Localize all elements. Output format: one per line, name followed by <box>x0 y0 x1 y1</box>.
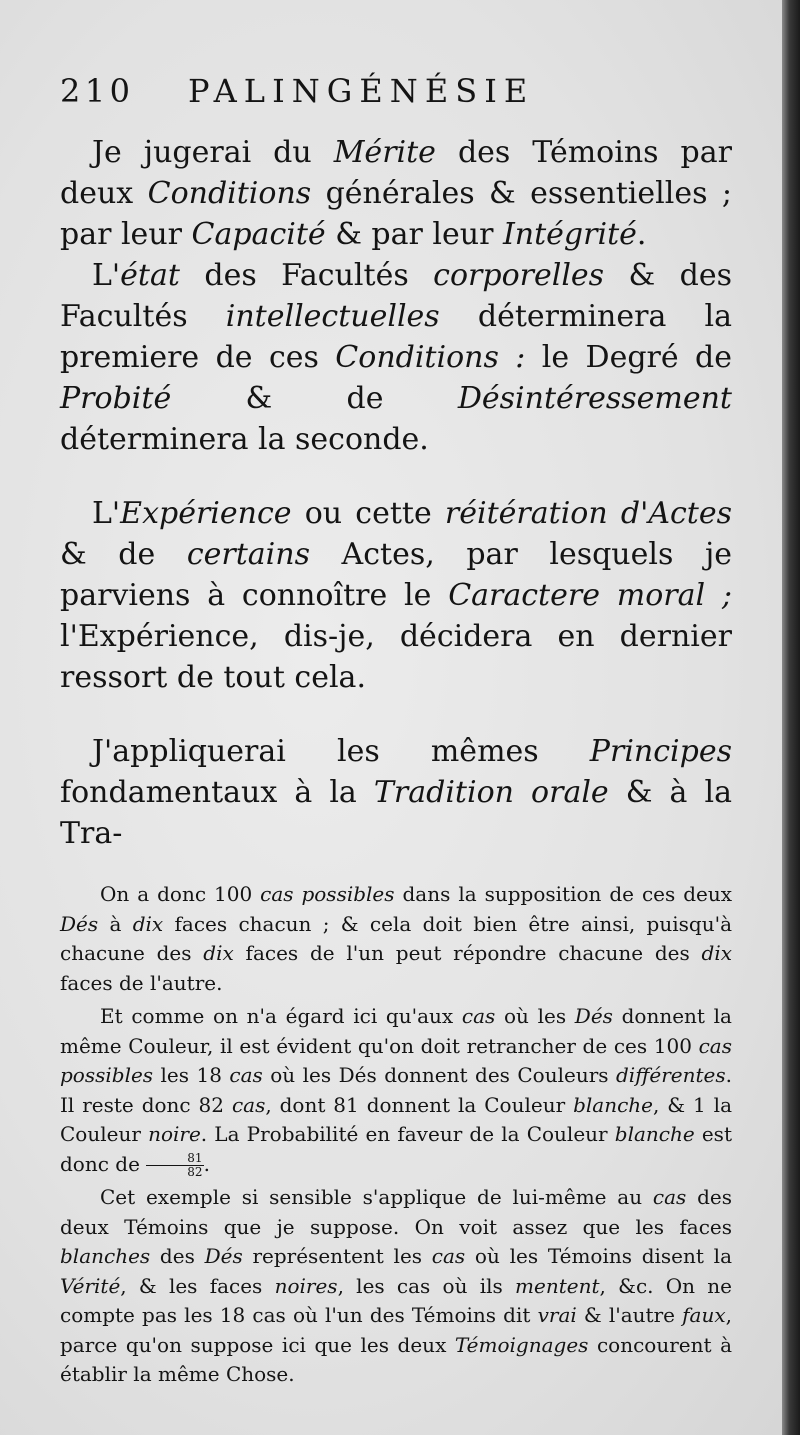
footnote-paragraph-3: Cet exemple si sensible s'applique de lui-même au cas des deux Témoins que je suppose. On voit assez que les faces blanches des Dés représentent les cas où les Témoins disent la Vérité, & les faces noires, les cas où ils mentent, &c. On ne compte pas les 18 cas où l'un des Témoins dit vrai & l'autre faux, parce qu'on suppose ici que les deux Témoignages concourent à établir la même Chose. <box>60 1185 733 1386</box>
main-text <box>60 132 732 854</box>
footnote-paragraph-1: On a donc 100 cas possibles dans la supposition de ces deux Dés à dix faces chacun ; & cela doit bien être ainsi, puisqu'à chacune des dix faces de l'un peut répondre chacune des dix faces de l'autre. <box>60 882 733 995</box>
paragraph-2: L'état des Facultés corporelles & des Facultés intellectuelles déterminera la premiere de ces Conditions : le Degré de Probité & de Désintéressement déterminera la seconde. <box>60 258 732 457</box>
fraction-denominator: 82 <box>187 1164 203 1179</box>
page-number: 210 <box>60 72 135 110</box>
paragraph-1: Je jugerai du Mérite des Témoins par deux Conditions générales & essentielles ; par leur Capacité & par leur Intégrité. <box>60 135 732 252</box>
footnote-paragraph-2: Et comme on n'a égard ici qu'aux cas où les Dés donnent la même Couleur, il est évident qu'on doit retrancher de ces 100 cas possibles les 18 cas où les Dés donnent des Couleurs différentes. Il reste donc 82 cas, dont 81 donnent la Couleur blanche, & 1 la Couleur noire. La Probabilité en faveur de la Couleur blanche est donc de $\frac{81}{82}$ . <box>60 1004 733 1179</box>
paragraph-4: J'appliquerai les mêmes Principes fondamentaux à la Tradition orale & à la Tra- <box>60 734 732 851</box>
footnote-section <box>60 880 732 1390</box>
book-edge <box>782 0 800 1435</box>
fraction-numerator: 81 <box>146 1152 203 1166</box>
paragraph-3: L'Expérience ou cette réitération d'Actes & de certains Actes, par lesquels je parviens à connoître le Caractere moral ; l'Expérience, dis-je, décidera en dernier ressort de tout cela. <box>60 496 733 695</box>
fraction <box>146 1152 203 1179</box>
page-header <box>60 72 732 132</box>
running-title: PALINGÉNÉSIE <box>188 72 535 110</box>
